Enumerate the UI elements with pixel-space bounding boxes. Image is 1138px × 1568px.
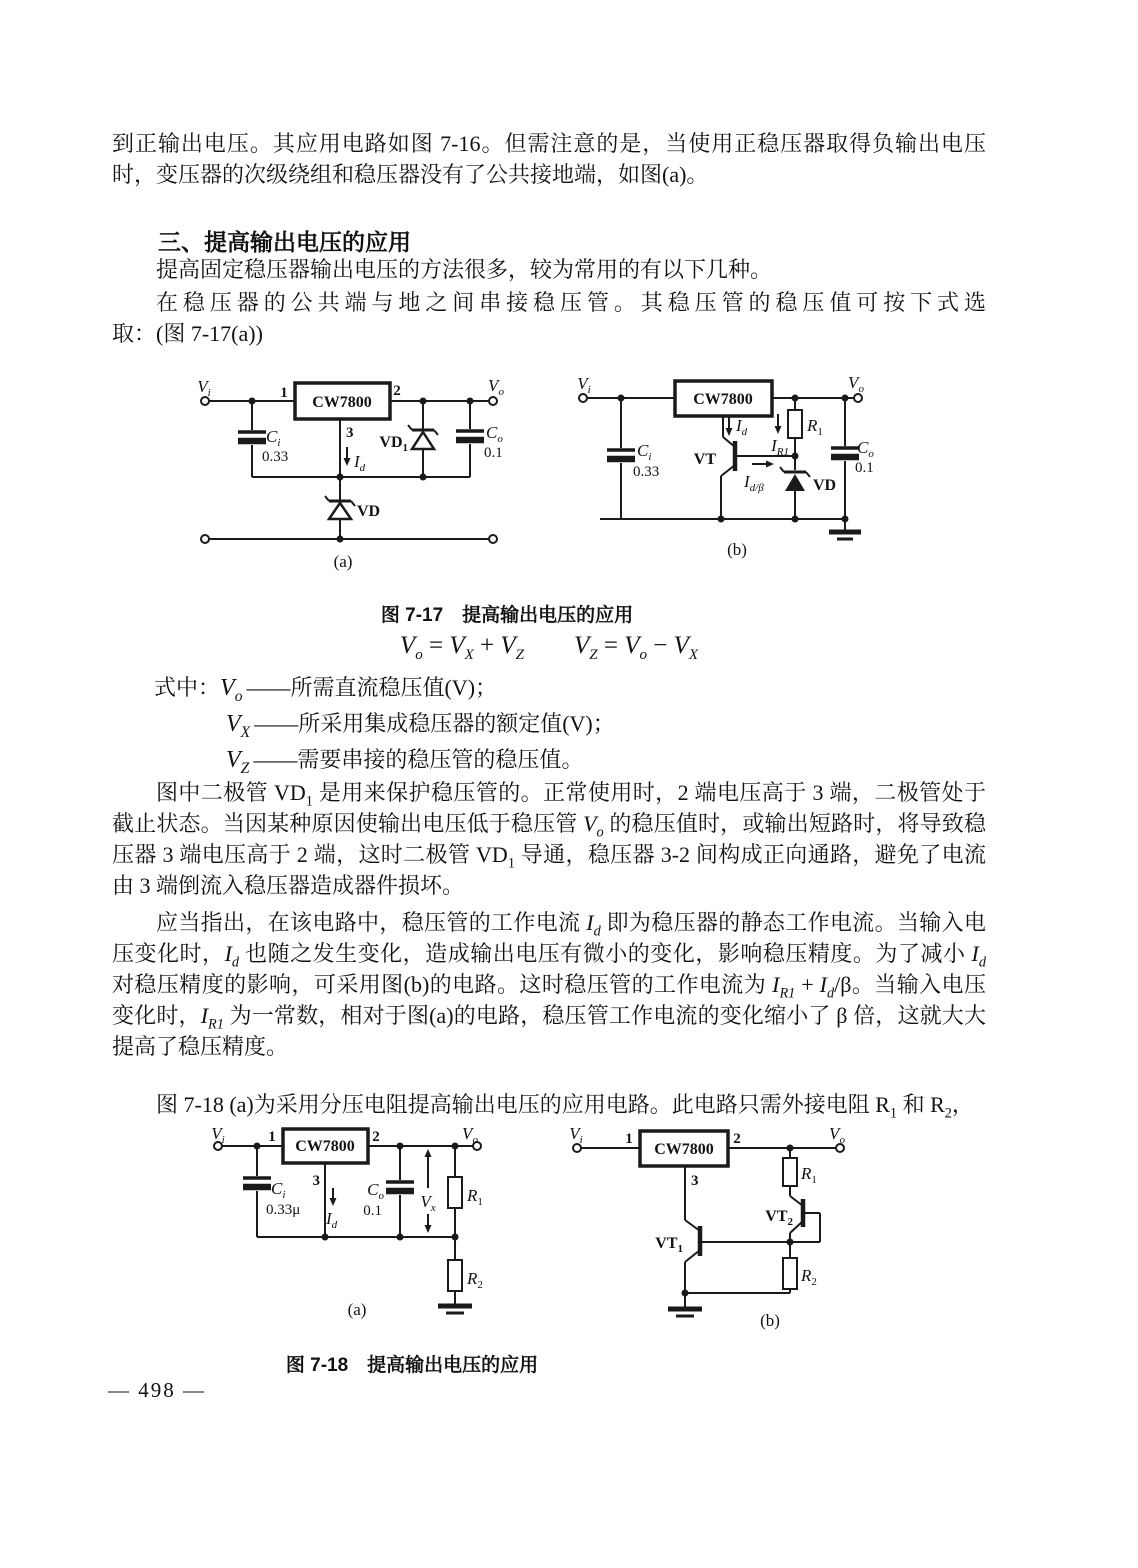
section-heading: 三、提高输出电压的应用 — [158, 229, 411, 255]
pin3-label: 3 — [346, 425, 354, 441]
subfigure-tag-a: (a) — [333, 552, 353, 571]
id-label: $I_d$ — [326, 1209, 338, 1231]
current-arrow-id — [726, 417, 733, 436]
vt1-label: $VT_1$ — [655, 1235, 683, 1255]
output-terminal — [854, 394, 862, 402]
current-arrow-idb — [752, 461, 774, 468]
symbol-definitions — [154, 670, 615, 778]
symbol-vo: $V_o$ — [220, 675, 243, 705]
capacitor-ci — [607, 450, 635, 459]
vd1-label: $VD_1$ — [379, 434, 408, 454]
r1-label: $R_1$ — [807, 416, 823, 438]
chip-label: CW7800 — [693, 391, 753, 408]
resistor-r1 — [788, 410, 802, 438]
figure-7-17a-circuit — [180, 372, 520, 572]
output-terminal — [489, 397, 497, 405]
paragraph-id-current: 应当指出，在该电路中，稳压管的工作电流 $I_d$ 即为稳压器的静态工作电流。当输入电压变化时，$I_d$ 也随之发生变化，造成输出电压有微小的变化，影响稳压精度。为了减小 $I_d$ 对稳压精度的影响，可采用图(b)的电路。这时稳压管的工作电流为 $I_{R1} + I_d/\beta$。当输入电压变化时，$I_{R1}$ 为一常数，相对于图(a)的电路，稳压管工作电流的变化缩小了 β 倍，这就大大提高了稳压精度。 — [112, 910, 986, 1059]
co-label: $C_o$ — [486, 423, 503, 445]
vi-label: $V_i$ — [577, 374, 591, 396]
ground-symbol — [438, 1306, 472, 1313]
vt2-label: $VT_2$ — [765, 1208, 793, 1228]
chip-label: CW7800 — [312, 394, 372, 411]
co-label: $C_o$ — [857, 438, 874, 460]
definition-vo — [154, 670, 615, 706]
vt-label: VT — [693, 451, 716, 468]
current-arrow-id — [344, 447, 351, 466]
definition-intro: 式中： — [154, 675, 221, 700]
figure-7-18a-circuit — [195, 1118, 500, 1325]
capacitor-ci — [238, 432, 266, 441]
formula-line — [112, 632, 986, 663]
current-arrow-id — [330, 1188, 337, 1206]
vd-label: VD — [813, 477, 837, 494]
pin2-label: 2 — [733, 1131, 741, 1147]
subfigure-tag-b: (b) — [760, 1311, 780, 1330]
definition-vo-desc: ——所需直流稳压值(V)； — [246, 675, 498, 700]
ground-symbol — [668, 1309, 702, 1316]
pin1-label: 1 — [268, 1129, 276, 1145]
page-number: — 498 — — [108, 1378, 206, 1402]
id-label: $I_d$ — [736, 416, 748, 438]
chip-label: CW7800 — [654, 1141, 714, 1158]
pin3-label: 3 — [691, 1173, 699, 1189]
pin1-label: 1 — [280, 385, 288, 401]
definition-vx-desc: ——所采用集成稳压器的额定值(V)； — [254, 711, 615, 736]
co-value: 0.1 — [855, 460, 874, 476]
r1-label: $R_1$ — [801, 1164, 817, 1186]
subfigure-tag-a: (a) — [347, 1300, 367, 1319]
ci-label: $C_i$ — [266, 427, 281, 449]
current-arrow-ir1 — [775, 414, 782, 434]
pin2-label: 2 — [393, 383, 401, 399]
co-value: 0.1 — [363, 1203, 382, 1219]
pin2-label: 2 — [372, 1129, 380, 1145]
pin3-label: 3 — [312, 1173, 320, 1189]
vo-label: $V_o$ — [488, 376, 504, 398]
paragraph-fig718-intro: 图 7-18 (a)为采用分压电阻提高输出电压的应用电路。此电路只需外接电阻 $R_1$ 和 $R_2$， — [156, 1092, 974, 1122]
resistor-r1 — [448, 1177, 462, 1208]
figure-7-18b-circuit — [560, 1118, 880, 1330]
ir1-label: $I_{R1}$ — [771, 436, 789, 458]
vi-label: $V_i$ — [197, 377, 211, 399]
ci-value: 0.33μ — [266, 1202, 301, 1218]
capacitor-co — [456, 431, 484, 440]
definition-vz-desc: ——需要串接的稳压管的稳压值。 — [253, 747, 584, 772]
r2-label: $R_2$ — [801, 1266, 817, 1288]
subfigure-tag-b: (b) — [727, 540, 747, 559]
capacitor-co — [386, 1182, 414, 1191]
zener-vd1 — [408, 425, 438, 449]
vo-label: $V_o$ — [848, 373, 864, 395]
paragraph-vd1-protection: 图中二极管 $VD_1$ 是用来保护稳压管的。正常使用时，2 端电压高于 3 端，二极管处于截止状态。当因某种原因使输出电压低于稳压管 $V_o$ 的稳压值时，或输出短路时，将导致稳压器 3 端电压高于 2 端，这时二极管 $VD_1$ 导通，稳压器 3-2 间构成正向通路，避免了电流由 3 端倒流入稳压器造成器件损坏。 — [112, 780, 987, 898]
figure-7-17-caption: 图 7-17 提高输出电压的应用 — [380, 605, 634, 626]
capacitor-co — [831, 448, 859, 457]
vi-label: $V_i$ — [569, 1124, 583, 1146]
definition-vx — [154, 706, 615, 742]
symbol-vx: $V_X$ — [226, 711, 251, 741]
ci-label: $C_i$ — [271, 1179, 286, 1201]
r1-label: $R_1$ — [467, 1186, 483, 1208]
paragraph-series-zener-line2: 取：(图 7-17(a)) — [112, 321, 263, 346]
vi-label: $V_i$ — [211, 1124, 225, 1146]
co-value: 0.1 — [484, 445, 503, 461]
ci-value: 0.33 — [262, 449, 289, 465]
vo-label: $V_o$ — [462, 1124, 478, 1146]
wires — [222, 1146, 473, 1305]
resistor-r2 — [783, 1258, 797, 1289]
ci-value: 0.33 — [633, 464, 660, 480]
capacitor-ci — [243, 1178, 271, 1187]
vx-label: $V_x$ — [420, 1192, 436, 1214]
paragraph-methods: 提高固定稳压器输出电压的方法很多，较为常用的有以下几种。 — [156, 257, 773, 282]
vx-measure-arrow — [425, 1149, 432, 1233]
symbol-vz: $V_Z$ — [226, 747, 250, 777]
pin1-label: 1 — [625, 1131, 633, 1147]
paragraph-series-zener-line1: 在稳压器的公共端与地之间串接稳压管。其稳压管的稳压值可按下式选 — [156, 290, 986, 315]
id-label: $I_d$ — [354, 452, 366, 474]
input-terminal — [579, 394, 587, 402]
idb-label: $I_{d/\beta}$ — [744, 472, 764, 494]
paragraph-series-zener — [112, 287, 986, 349]
figure-7-18-caption: 图 7-18 提高输出电压的应用 — [285, 1355, 539, 1376]
formula-vo: $V_o = V_X + V_Z$ — [399, 632, 524, 663]
resistor-r2 — [448, 1260, 462, 1291]
definition-vz — [154, 742, 615, 778]
output-common-terminal — [489, 535, 497, 543]
resistor-r1 — [783, 1158, 797, 1186]
formula-vz: $V_Z = V_o - V_X$ — [574, 632, 699, 663]
zener-vd — [780, 467, 810, 491]
co-label: $C_o$ — [367, 1180, 384, 1202]
ground-symbol — [829, 532, 861, 539]
paragraph-intro: 到正输出电压。其应用电路如图 7-16。但需注意的是，当使用正稳压器取得负输出电压时，变压器的次级绕组和稳压器没有了公共接地端，如图(a)。 — [112, 131, 986, 187]
chip-label: CW7800 — [295, 1138, 355, 1155]
ci-label: $C_i$ — [637, 441, 652, 463]
r2-label: $R_2$ — [467, 1269, 483, 1291]
figure-7-17b-circuit — [565, 368, 910, 570]
vo-label: $V_o$ — [829, 1124, 845, 1146]
input-common-terminal — [201, 535, 209, 543]
vd-label: VD — [357, 503, 381, 520]
